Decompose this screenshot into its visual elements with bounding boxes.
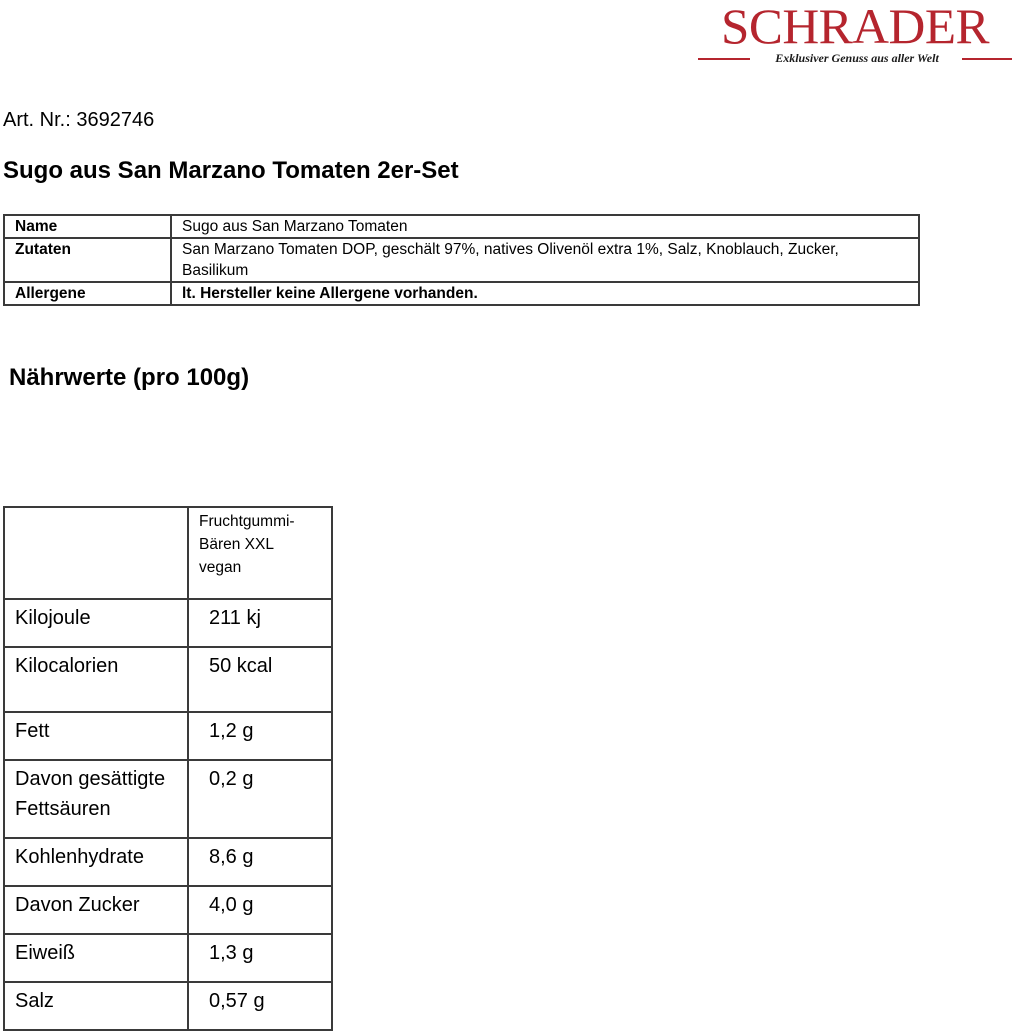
brand-logo xyxy=(698,0,1013,70)
nutrition-column-header xyxy=(188,507,332,599)
nutrient-label: Kohlenhydrate xyxy=(4,838,188,886)
nutrient-label: Fett xyxy=(4,712,188,760)
table-header-row xyxy=(4,507,332,599)
brand-name: SCHRADER xyxy=(720,0,989,54)
logo-rule-left xyxy=(698,58,750,60)
nutrient-value: 0,2 g xyxy=(188,760,332,838)
table-row xyxy=(4,838,332,886)
nutrient-value: 0,57 g xyxy=(188,982,332,1030)
info-key-name: Name xyxy=(4,215,171,238)
nutrient-label: Davon Zucker xyxy=(4,886,188,934)
table-row xyxy=(4,238,919,282)
info-key-allergens: Allergene xyxy=(4,282,171,305)
product-title: Sugo aus San Marzano Tomaten 2er-Set xyxy=(3,157,459,184)
nutrition-title: Nährwerte (pro 100g) xyxy=(9,364,250,391)
info-value-allergens: lt. Hersteller keine Allergene vorhanden. xyxy=(171,282,919,305)
nutrition-header-empty xyxy=(4,507,188,599)
nutrient-label: Eiweiß xyxy=(4,934,188,982)
nutrient-label: Salz xyxy=(4,982,188,1030)
nutrient-label: Davon gesättigte Fettsäuren xyxy=(4,760,188,838)
table-row xyxy=(4,282,919,305)
product-info-table xyxy=(3,214,920,306)
nutrient-value: 50 kcal xyxy=(188,647,332,712)
nutrient-value: 4,0 g xyxy=(188,886,332,934)
column-header-line: vegan xyxy=(199,559,242,576)
table-row xyxy=(4,982,332,1030)
nutrient-label: Kilocalorien xyxy=(4,647,188,712)
column-header-line: Bären XXL xyxy=(199,536,274,553)
table-row xyxy=(4,760,332,838)
logo-rule-right xyxy=(962,58,1012,60)
nutrient-value: 1,3 g xyxy=(188,934,332,982)
nutrition-table xyxy=(3,506,333,1031)
table-row xyxy=(4,647,332,712)
nutrient-value: 1,2 g xyxy=(188,712,332,760)
table-row xyxy=(4,599,332,647)
table-row xyxy=(4,886,332,934)
article-number: Art. Nr.: 3692746 xyxy=(3,109,155,131)
info-key-ingredients: Zutaten xyxy=(4,238,171,282)
nutrient-value: 8,6 g xyxy=(188,838,332,886)
brand-tagline: Exklusiver Genuss aus aller Welt xyxy=(775,51,939,65)
nutrient-label: Kilojoule xyxy=(4,599,188,647)
table-row xyxy=(4,934,332,982)
table-row xyxy=(4,712,332,760)
table-row xyxy=(4,215,919,238)
info-value-ingredients: San Marzano Tomaten DOP, geschält 97%, natives Olivenöl extra 1%, Salz, Knoblauch, Zucker, Basilikum xyxy=(171,238,919,282)
nutrient-value: 211 kj xyxy=(188,599,332,647)
column-header-line: Fruchtgummi- xyxy=(199,513,295,530)
info-value-name: Sugo aus San Marzano Tomaten xyxy=(171,215,919,238)
